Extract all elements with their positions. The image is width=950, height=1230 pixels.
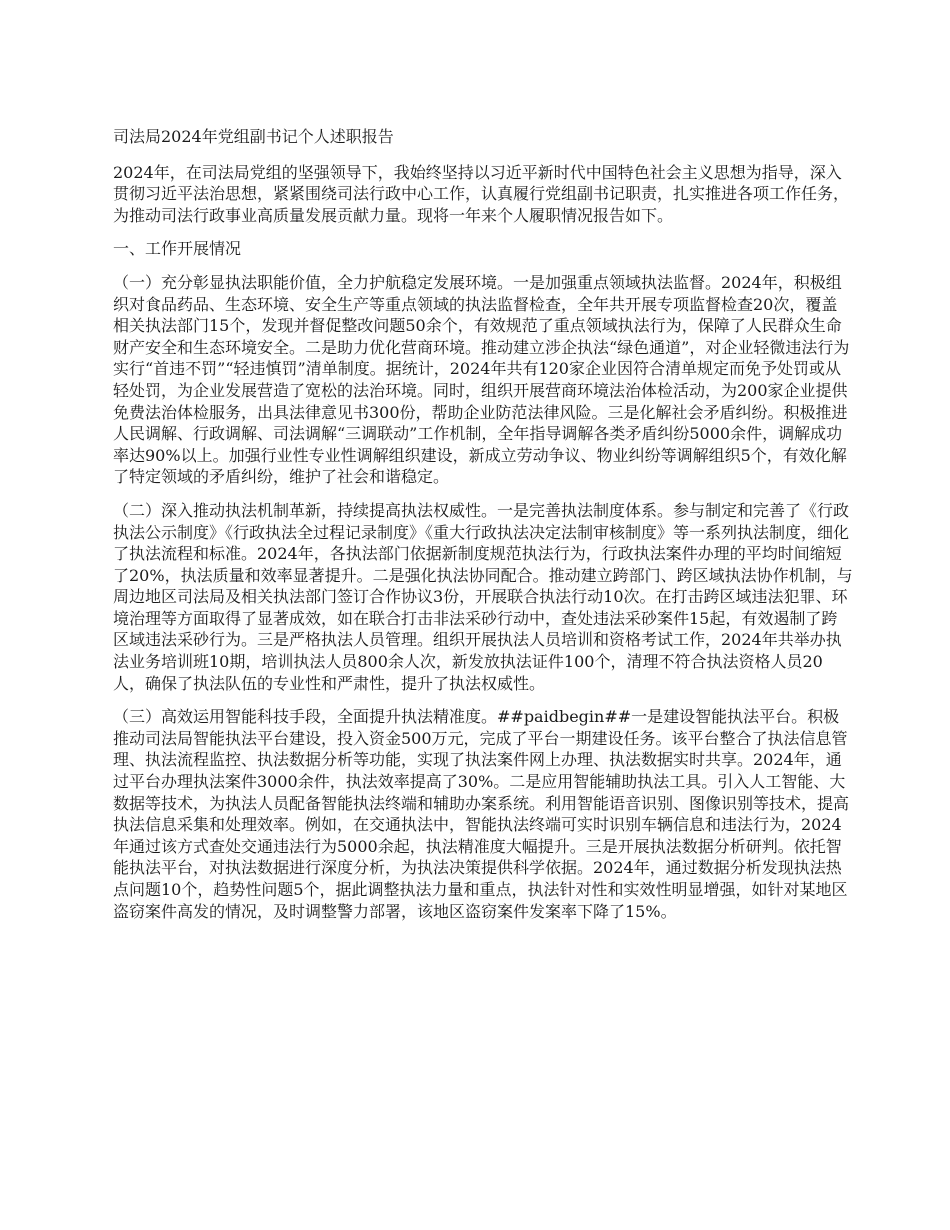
document-page (113, 126, 853, 934)
document-title: 司法局2024年党组副书记个人述职报告 (113, 127, 394, 146)
section-heading: 一、工作开展情况 (113, 239, 242, 259)
body-paragraph-2: （二）深入推动执法机制革新，持续提高执法权威性。一是完善执法制度体系。参与制定和完善了《行政执法公示制度》《行政执法全过程记录制度》《重大行政执法决定法制审核制度》等一系列执法制度，细化了执法流程和标准。2024年，各执法部门依据新制度规范执法行为，行政执法案件办理的平均时间缩短了20%，执法质量和效率显著提升。二是强化执法协同配合。推动建立跨部门、跨区域执法协作机制，与周边地区司法局及相关执法部门签订合作协议3份，开展联合执法行动10次。在打击跨区域违法犯罪、环境治理等方面取得了显著成效，如在联合打击非法采砂行动中，查处违法采砂案件15起，有效遏制了跨区域违法采砂行为。三是严格执法人员管理。组织开展执法人员培训和资格考试工作，2024年共举办执法业务培训班10期，培训执法人员800余人次，新发放执法证件100个，清理不符合执法资格人员20人，确保了执法队伍的专业性和严肃性，提升了执法权威性。 (113, 500, 853, 693)
body-paragraph-1: （一）充分彰显执法职能价值，全力护航稳定发展环境。一是加强重点领域执法监督。2024年，积极组织对食品药品、生态环境、安全生产等重点领域的执法监督检查，全年共开展专项监督检查20次，覆盖相关执法部门15个，发现并督促整改问题50余个，有效规范了重点领域执法行为，保障了人民群众生命财产安全和生态环境安全。二是助力优化营商环境。推动建立涉企执法“绿色通道”，对企业轻微违法行为实行“首违不罚”“轻违慎罚”清单制度。据统计，2024年共有120家企业因符合清单规定而免予处罚或从轻处罚，为企业发展营造了宽松的法治环境。同时，组织开展营商环境法治体检活动，为200家企业提供免费法治体检服务，出具法律意见书300份，帮助企业防范法律风险。三是化解社会矛盾纠纷。积极推进人民调解、行政调解、司法调解“三调联动”工作机制，全年指导调解各类矛盾纠纷5000余件，调解成功率达90%以上。加强行业性专业性调解组织建设，新成立劳动争议、物业纠纷等调解组织5个，有效化解了特定领域的矛盾纠纷，维护了社会和谐稳定。 (113, 272, 850, 487)
body-paragraph-3: （三）高效运用智能科技手段，全面提升执法精准度。##paidbegin##一是建设智能执法平台。积极推动司法局智能执法平台建设，投入资金500万元，完成了平台一期建设任务。该平台整合了执法信息管理、执法流程监控、执法数据分析等功能，实现了执法案件网上办理、执法数据实时共享。2024年，通过平台办理执法案件3000余件，执法效率提高了30%。二是应用智能辅助执法工具。引入人工智能、大数据等技术，为执法人员配备智能执法终端和辅助办案系统。利用智能语音识别、图像识别等技术，提高执法信息采集和处理效率。例如，在交通执法中，智能执法终端可实时识别车辆信息和违法行为，2024年通过该方式查处交通违法行为5000余起，执法精准度大幅提升。三是开展执法数据分析研判。依托智能执法平台，对执法数据进行深度分析，为执法决策提供科学依据。2024年，通过数据分析发现执法热点问题10个，趋势性问题5个，据此调整执法力量和重点，执法针对性和实效性明显增强，如针对某地区盗窃案件高发的情况，及时调整警力部署，该地区盗窃案件发案率下降了15%。 (113, 707, 850, 921)
intro-paragraph: 2024年，在司法局党组的坚强领导下，我始终坚持以习近平新时代中国特色社会主义思想为指导，深入贯彻习近平法治思想，紧紧围绕司法行政中心工作，认真履行党组副书记职责，扎实推进各项工作任务，为推动司法行政事业高质量发展贡献力量。现将一年来个人履职情况报告如下。 (113, 162, 850, 225)
